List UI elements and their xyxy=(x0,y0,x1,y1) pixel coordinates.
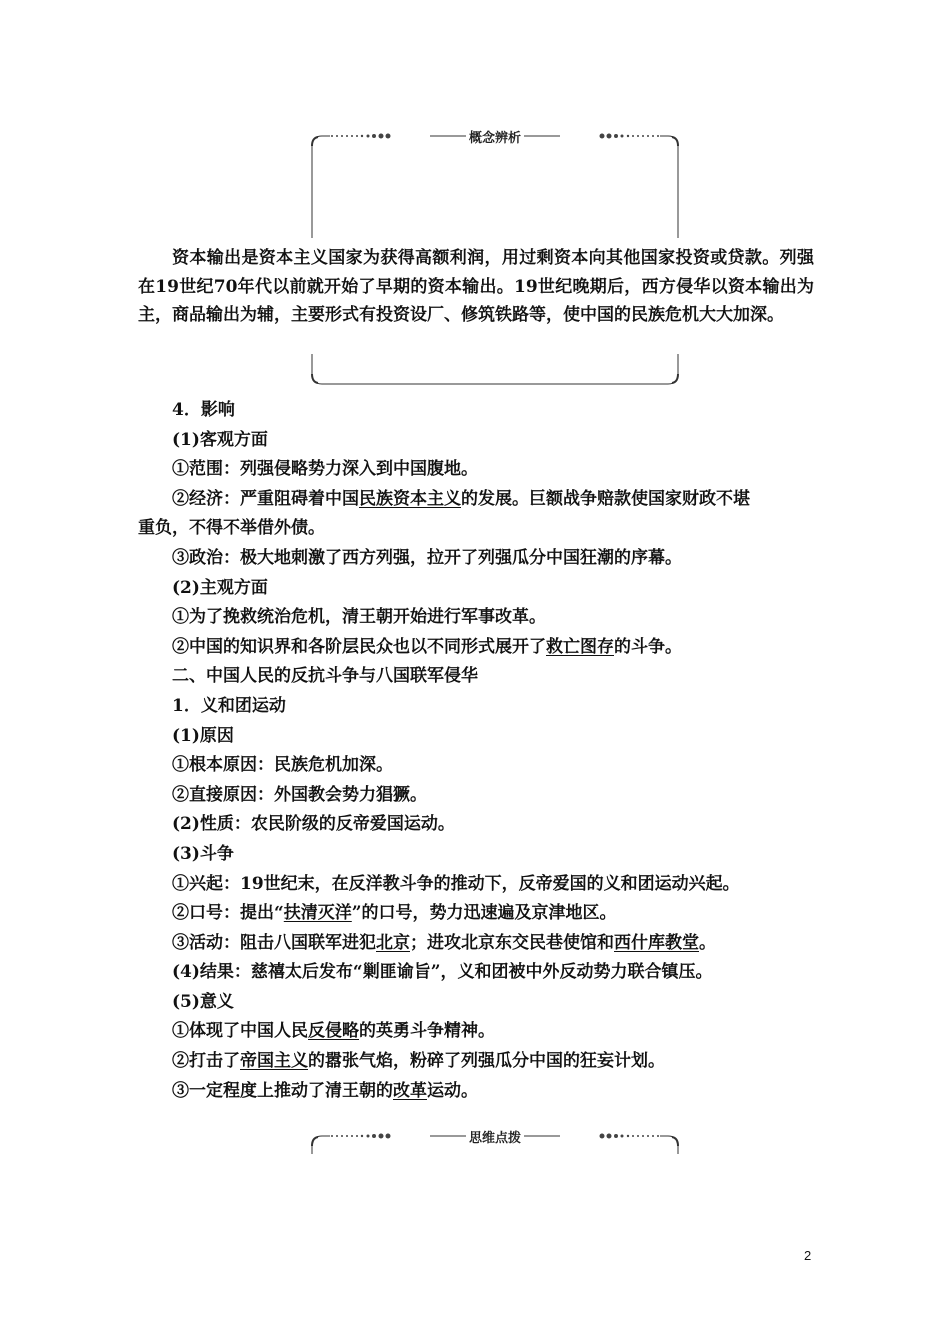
list-item: ①体现了中国人民反侵略的英勇斗争精神。 xyxy=(172,1021,495,1042)
list-item: ②口号：提出“扶清灭洋”的口号，势力迅速遍及京津地区。 xyxy=(172,903,617,924)
list-item: ②中国的知识界和各阶层民众也以不同形式展开了救亡图存的斗争。 xyxy=(172,636,682,657)
thinking-tips-box-top-frame xyxy=(310,1124,680,1154)
capital-export-paragraph: 资本输出是资本主义国家为获得高额利润，用过剩资本向其他国家投资或贷款。列强在19世纪70年代以前就开始了早期的资本输出。19世纪晚期后，西方侵华以资本输出为主，商品输出为辅，主要形式有投资设厂、修筑铁路等，使中国的民族危机大大加深。 xyxy=(138,248,814,325)
thinking-tips-box-label: 思维点拨 xyxy=(310,1127,680,1146)
concept-box-bottom-frame xyxy=(310,354,680,388)
list-item: ②打击了帝国主义的嚣张气焰，粉碎了列强瓜分中国的狂妄计划。 xyxy=(172,1051,665,1072)
subheading-struggle: (3)斗争 xyxy=(172,843,234,864)
list-item-continuation: 重负，不得不举借外债。 xyxy=(138,518,325,539)
list-item: ①为了挽救统治危机，清王朝开始进行军事改革。 xyxy=(172,607,546,628)
list-item: ③活动：阻击八国联军进犯北京；进攻北京东交民巷使馆和西什库教堂。 xyxy=(172,932,716,953)
list-item: ③一定程度上推动了清王朝的改革运动。 xyxy=(172,1080,478,1101)
concept-box-label: 概念辨析 xyxy=(310,127,680,146)
list-item: ②直接原因：外国教会势力猖獗。 xyxy=(172,784,427,805)
concept-box-top-frame xyxy=(310,124,680,239)
subheading-cause: (1)原因 xyxy=(172,725,234,746)
subheading-significance: (5)意义 xyxy=(172,991,234,1012)
subheading-boxer-movement: 1．义和团运动 xyxy=(172,695,286,716)
section-heading-resistance: 二、中国人民的反抗斗争与八国联军侵华 xyxy=(172,666,478,687)
list-item: ①根本原因：民族危机加深。 xyxy=(172,755,393,776)
list-item: (4)结果：慈禧太后发布“剿匪谕旨”，义和团被中外反动势力联合镇压。 xyxy=(172,962,713,983)
page-number: 2 xyxy=(804,1248,812,1263)
subheading-subjective: (2)主观方面 xyxy=(172,577,268,598)
list-item: ①兴起：19世纪末，在反洋教斗争的推动下，反帝爱国的义和团运动兴起。 xyxy=(172,873,740,894)
list-item: ②经济：严重阻碍着中国民族资本主义的发展。巨额战争赔款使国家财政不堪 xyxy=(172,488,750,509)
concept-box-bottom-border xyxy=(310,354,680,388)
list-item: ③政治：极大地刺激了西方列强，拉开了列强瓜分中国狂潮的序幕。 xyxy=(172,547,682,568)
list-item: (2)性质：农民阶级的反帝爱国运动。 xyxy=(172,814,455,835)
main-content xyxy=(138,396,814,1106)
list-item: ①范围：列强侵略势力深入到中国腹地。 xyxy=(172,459,478,480)
subheading-objective: (1)客观方面 xyxy=(172,429,268,450)
section-heading-impact: 4．影响 xyxy=(172,400,235,420)
